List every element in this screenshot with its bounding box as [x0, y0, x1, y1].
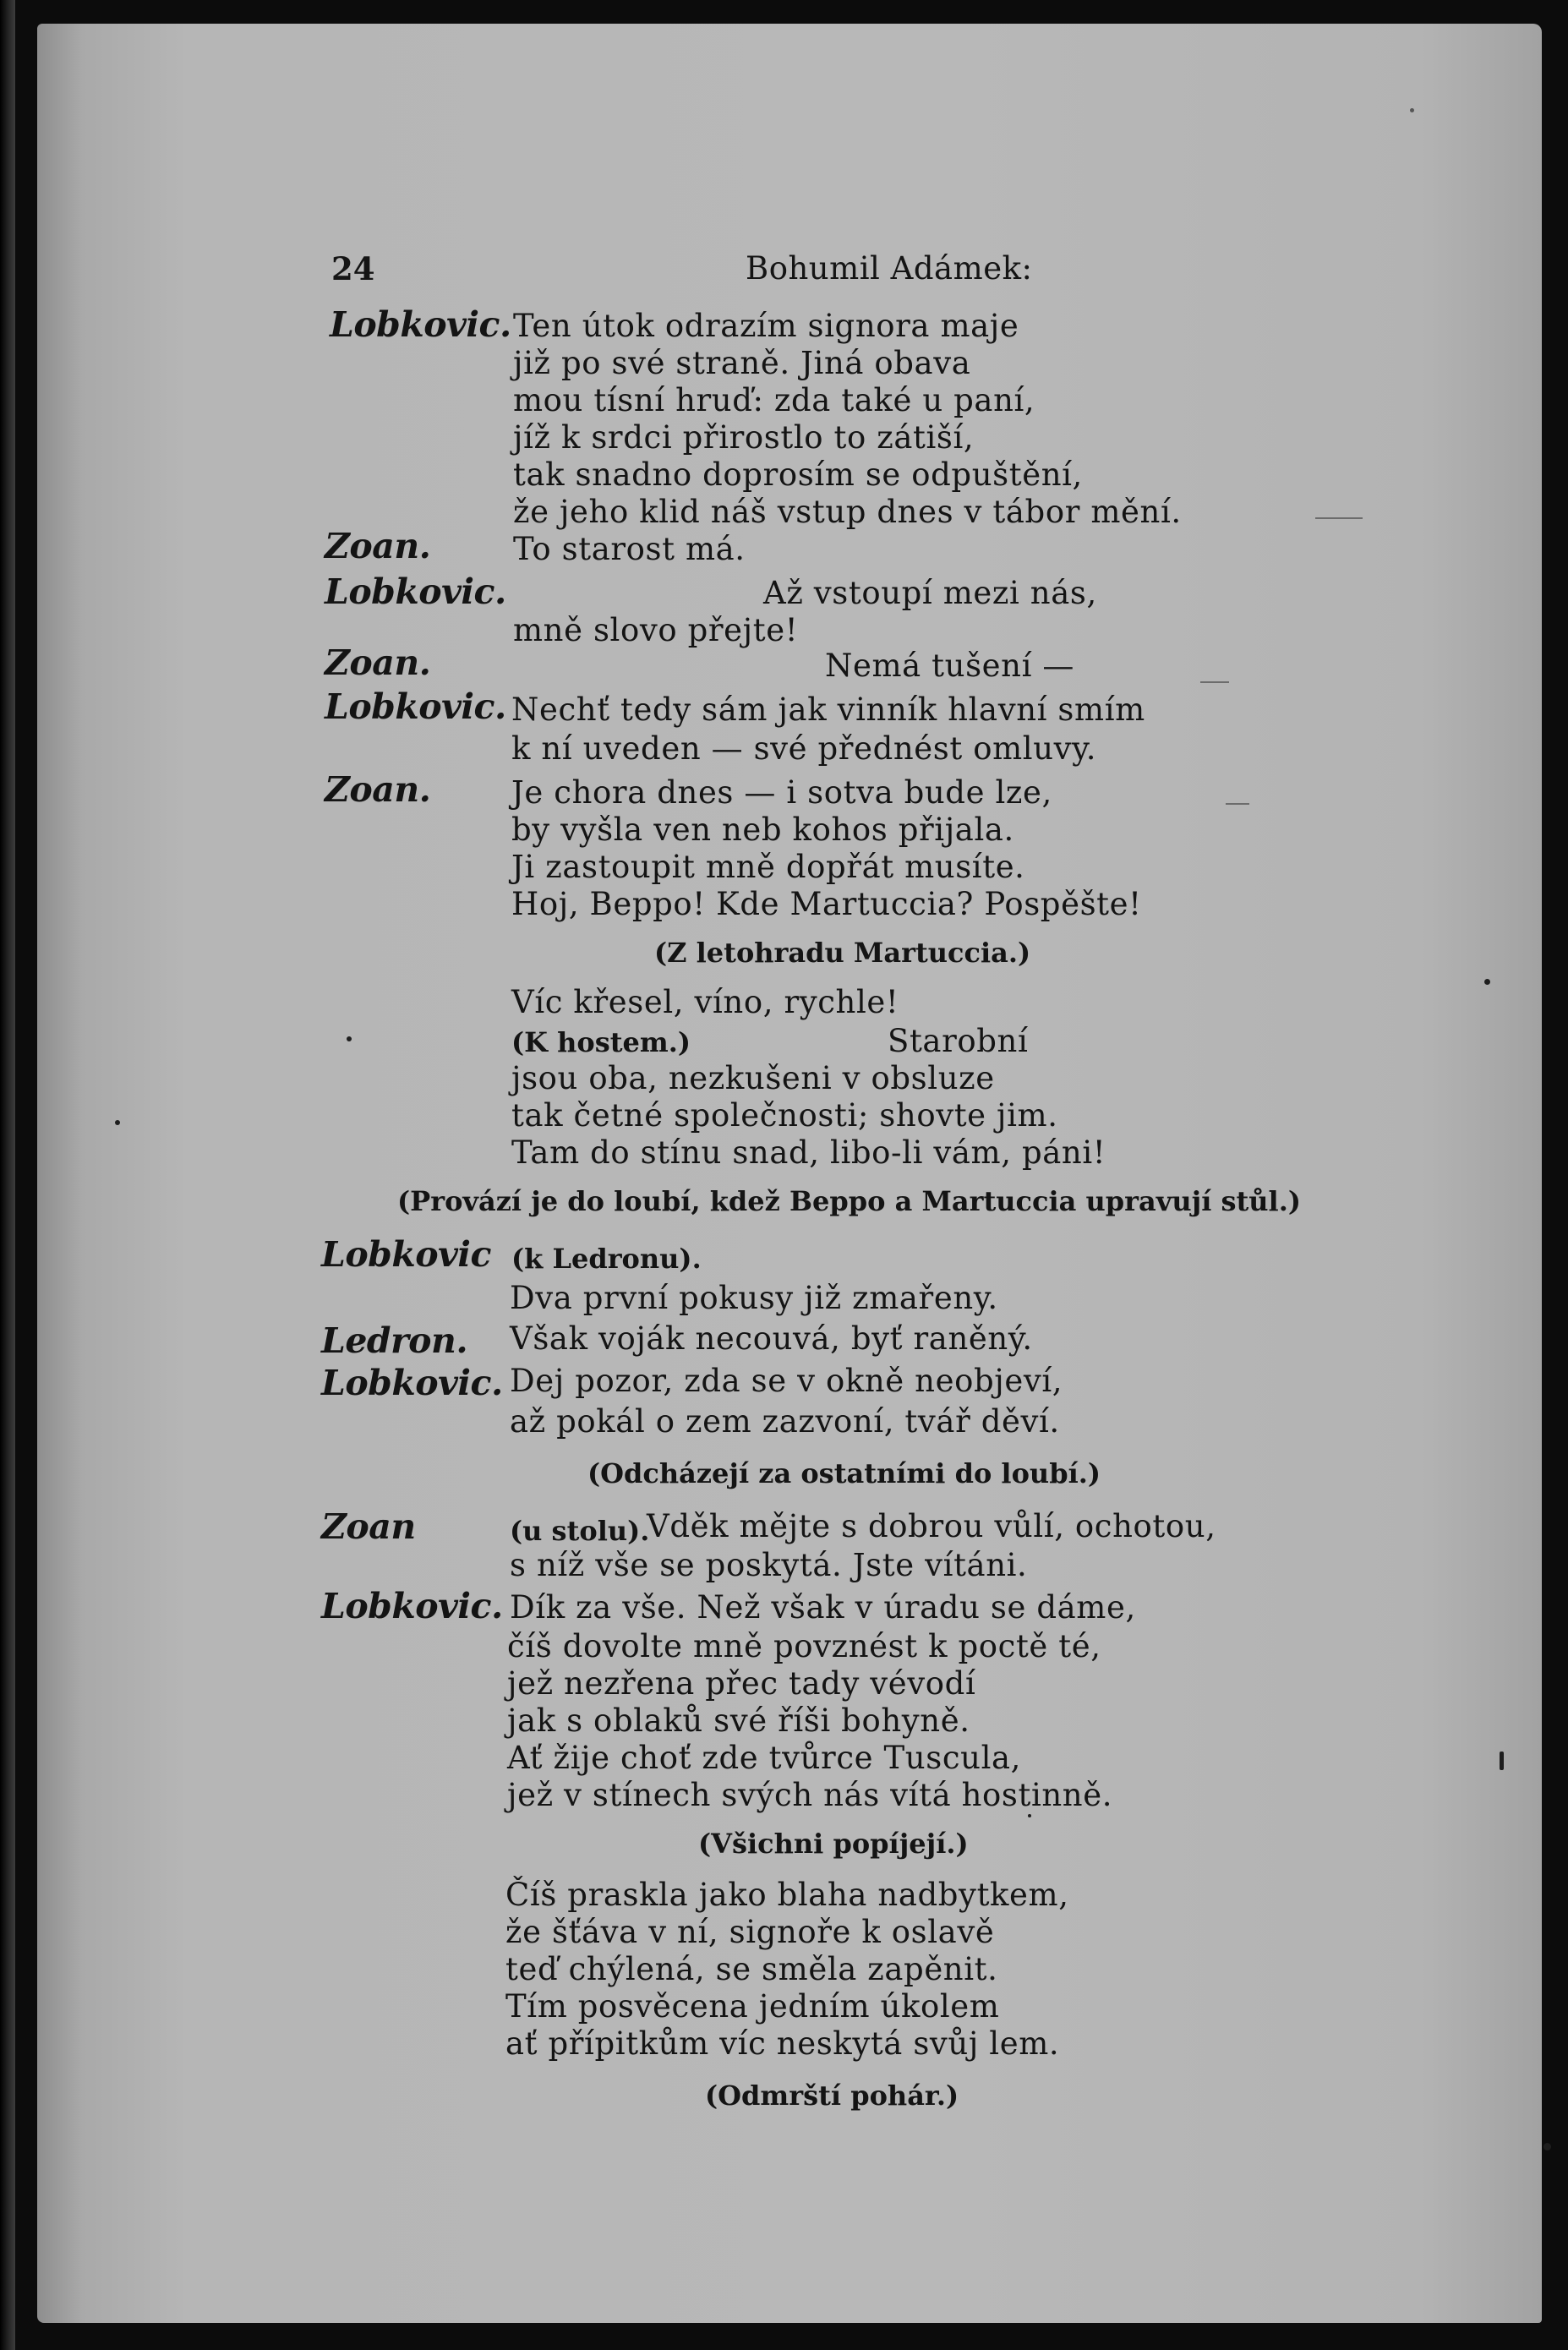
stage-direction: (k Ledronu).: [511, 1243, 702, 1275]
verse-line: Víc křesel, víno, rychle!: [511, 984, 899, 1020]
scan-speck: [1410, 108, 1414, 112]
scan-speck: [115, 1120, 120, 1125]
speaker-name: Ledron.: [321, 1320, 468, 1361]
verse-line: Starobní: [888, 1023, 1029, 1059]
speaker-name: Lobkovic.: [321, 1586, 503, 1626]
verse-line: Tam do stínu snad, libo-li vám, páni!: [511, 1134, 1106, 1171]
scan-speck: [1543, 2143, 1551, 2151]
verse-line: Až vstoupí mezi nás,: [763, 575, 1097, 611]
verse-line: že šťáva v ní, signoře k oslavě: [505, 1914, 995, 1950]
stage-direction: (u stolu).: [510, 1515, 650, 1547]
speaker-name: Lobkovic.: [330, 304, 511, 345]
book-spine-shadow: [0, 0, 15, 2350]
scan-speck: [1500, 1752, 1504, 1770]
verse-line: Vděk mějte s dobrou vůlí, ochotou,: [647, 1508, 1216, 1544]
speaker-name: Zoan: [321, 1506, 416, 1547]
scan-mark: [1200, 681, 1229, 683]
speaker-name: Lobkovic.: [325, 686, 506, 727]
speaker-name: Zoan.: [325, 526, 431, 566]
stage-direction: (Odmrští pohár.): [705, 2079, 959, 2112]
verse-line: Nechť tedy sám jak vinník hlavní smím: [511, 691, 1145, 728]
stage-direction: (K hostem.): [511, 1026, 691, 1058]
speaker-name: Zoan.: [325, 642, 431, 683]
verse-line: že jeho klid náš vstup dnes v tábor mění.: [513, 494, 1182, 530]
stage-direction: (Všichni popíjejí.): [698, 1828, 969, 1860]
verse-line: jak s oblaků své říši bohyně.: [507, 1702, 970, 1739]
verse-line: teď chýlená, se směla zapěnit.: [505, 1951, 998, 1987]
running-head: Bohumil Adámek:: [746, 250, 1033, 287]
scan-speck: [1028, 1814, 1031, 1817]
verse-line: Dík za vše. Než však v úradu se dáme,: [510, 1589, 1136, 1626]
scan-speck: [1484, 979, 1490, 985]
verse-line: s níž vše se poskytá. Jste vítáni.: [510, 1547, 1028, 1583]
verse-line: Ať žije choť zde tvůrce Tuscula,: [507, 1740, 1022, 1776]
verse-line: Však voják necouvá, byť raněný.: [510, 1320, 1033, 1357]
speaker-name: Lobkovic.: [325, 571, 506, 612]
verse-line: mou tísní hruď: zda také u paní,: [513, 382, 1035, 418]
verse-line: Dej pozor, zda se v okně neobjeví,: [510, 1363, 1063, 1399]
page-number: 24: [331, 250, 375, 287]
verse-line: To starost má.: [513, 531, 746, 567]
verse-line: již po své straně. Jiná obava: [513, 345, 971, 381]
verse-line: by vyšla ven neb kohos přijala.: [511, 812, 1014, 848]
verse-line: Hoj, Beppo! Kde Martuccia? Pospěšte!: [511, 886, 1142, 922]
scan-speck: [347, 1036, 352, 1041]
verse-line: k ní uveden — své přednést omluvy.: [511, 730, 1097, 767]
speaker-name: Lobkovic: [321, 1234, 491, 1275]
verse-line: Ten útok odrazím signora maje: [513, 308, 1019, 344]
verse-line: tak snadno doprosím se odpuštění,: [513, 456, 1083, 493]
verse-line: mně slovo přejte!: [513, 612, 799, 648]
verse-line: Číš praskla jako blaha nadbytkem,: [505, 1877, 1069, 1913]
verse-line: jež v stínech svých nás vítá hostinně.: [507, 1777, 1113, 1813]
verse-line: Tím posvěcena jedním úkolem: [505, 1988, 1000, 2025]
speaker-name: Zoan.: [325, 769, 431, 810]
verse-line: jíž k srdci přirostlo to zátiší,: [513, 419, 975, 456]
stage-direction: (Provází je do loubí, kdež Beppo a Martuccia upravují stůl.): [397, 1185, 1301, 1217]
verse-line: až pokál o zem zazvoní, tvář děví.: [510, 1403, 1060, 1440]
verse-line: jsou oba, nezkušeni v obsluze: [511, 1060, 995, 1096]
verse-line: Ji zastoupit mně dopřát musíte.: [511, 849, 1025, 885]
scan-mark: [1315, 517, 1363, 519]
verse-line: jež nezřena přec tady vévodí: [507, 1665, 976, 1702]
stage-direction: (Z letohradu Martuccia.): [654, 937, 1031, 969]
speaker-name: Lobkovic.: [321, 1363, 503, 1403]
verse-line: číš dovolte mně povznést k poctě té,: [507, 1628, 1101, 1664]
stage-direction: (Odcházejí za ostatními do loubí.): [587, 1457, 1101, 1489]
verse-line: tak četné společnosti; shovte jim.: [511, 1097, 1058, 1134]
verse-line: ať přípitkům víc neskytá svůj lem.: [505, 2025, 1060, 2062]
verse-line: Nemá tušení —: [825, 648, 1074, 684]
scan-mark: [1226, 803, 1249, 805]
verse-line: Je chora dnes — i sotva bude lze,: [511, 774, 1052, 811]
verse-line: Dva první pokusy již zmařeny.: [510, 1280, 998, 1316]
